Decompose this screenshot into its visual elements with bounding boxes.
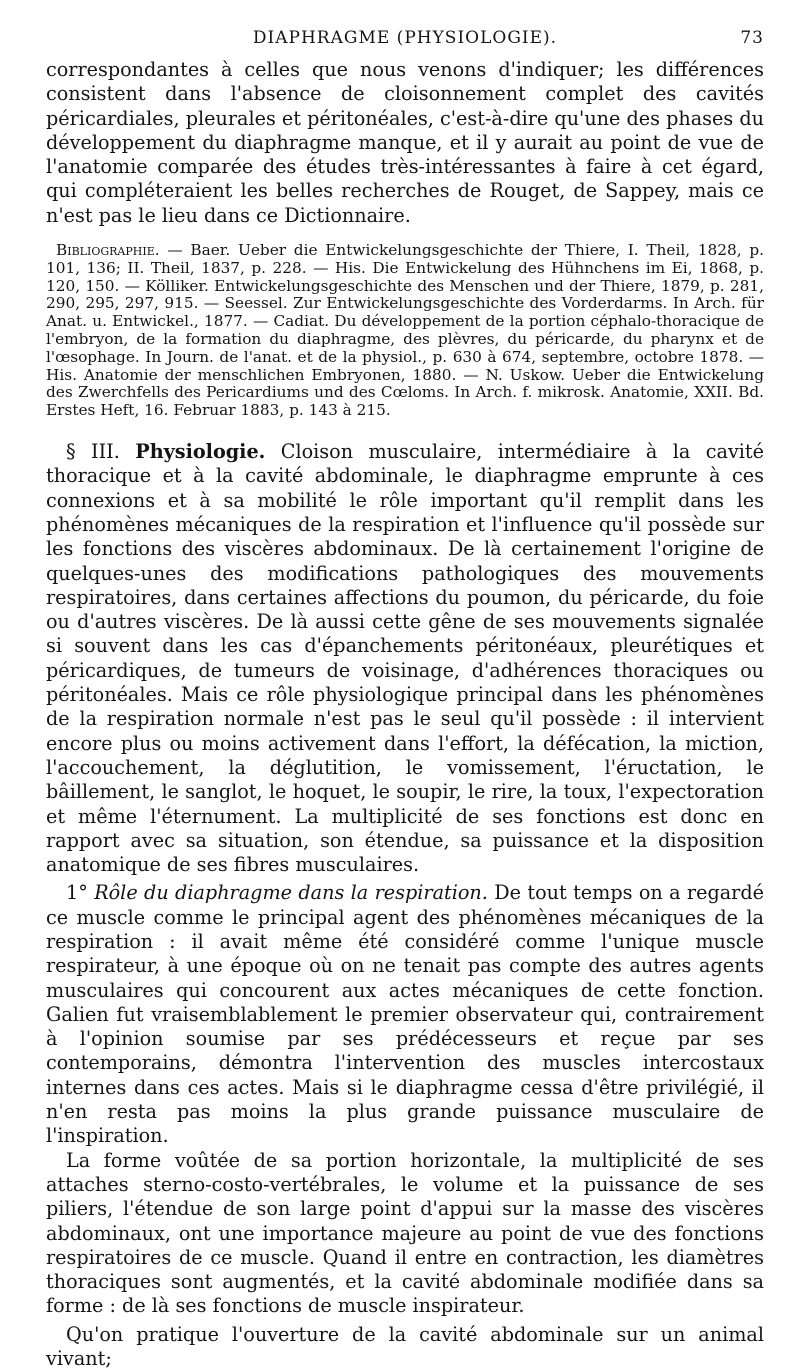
- subsection-number: 1°: [66, 881, 88, 905]
- bibliography-label: Bibliographie.: [56, 241, 160, 260]
- paragraph-forme-voutee: La forme voûtée de sa portion horizontale, la multiplicité de ses attaches sterno-costo-vertébrales, le volume et la puissance de ses piliers, l'étendue de son large point d'appui sur la masse des viscères abdominaux, ont une importance majeure au point de vue des fonctions respiratoires de ce muscle. Quand il entre en contraction, les diamètres thoraciques sont augmentés, et la cavité abdominale modifiée dans sa forme : de là ses fonctions de muscle inspirateur.: [46, 1148, 764, 1318]
- subsection-heading: Rôle du diaphragme dans la respiration.: [94, 881, 488, 905]
- paragraph-final: Qu'on pratique l'ouverture de la cavité abdominale sur un animal vivant;: [46, 1322, 764, 1371]
- bibliography-paragraph: [46, 242, 764, 420]
- section-number: § III.: [66, 440, 120, 464]
- section-physiologie: [46, 440, 764, 877]
- bibliography-text: — Baer. Ueber die Entwickelungsgeschichte der Thiere, I. Theil, 1828, p. 101, 136; II. Theil, 1837, p. 228. — His. Die Entwickelung des Hühnchens im Ei, 1868, p. 120, 150. — Kölliker. Entwickelungsgeschichte des Menschen und der Thiere, 1879, p. 281, 290, 295, 297, 915. — Seessel. Zur Entwickelungsgeschichte des Vorderdarms. In Arch. für Anat. u. Entwickel., 1877. — Cadiat. Du développement de la portion céphalo-thoracique de l'embryon, de la formation du diaphragme, des plèvres, du péricarde, du pharynx et de l'œsophage. In Journ. de l'anat. et de la physiol., p. 630 à 674, septembre, octobre 1878. — His. Anatomie der menschlichen Embryonen, 1880. — N. Uskow. Ueber die Entwickelung des Zwerchfells des Pericardiums und des Cœloms. In Arch. f. mikrosk. Anatomie, XXII. Bd. Erstes Heft, 16. Februar 1883, p. 143 à 215.: [46, 241, 764, 420]
- section-text: Cloison musculaire, intermédiaire à la cavité thoracique et à la cavité abdominale, le diaphragme emprunte à ces connexions et à sa mobilité le rôle important qu'il remplit dans les phénomènes mécaniques de la respiration et l'influence qu'il possède sur les fonctions des viscères abdominaux. De là certainement l'origine de quelques-unes des modifications pathologiques des mouvements respiratoires, dans certaines affections du poumon, du péricarde, du foie ou d'autres viscères. De là aussi cette gêne de ses mouvements signalée si souvent dans les cas d'épanchements péritonéaux, pleurétiques et péricardiques, de tumeurs de voisinage, d'adhérences thoraciques ou péritonéales. Mais ce rôle physiologique principal dans les phénomènes de la respiration normale n'est pas le seul qu'il possède : il intervient encore plus ou moins activement dans l'effort, la défécation, la miction, l'accouchement, la déglutition, le vomissement, l'éructation, le bâillement, le sanglot, le hoquet, le soupir, le rire, la toux, l'expectoration et même l'éternument. La multiplicité de ses fonctions est donc en rapport avec sa situation, son étendue, sa puissance et la disposition anatomique de ses fibres musculaires.: [46, 440, 764, 877]
- subsection-text: De tout temps on a regardé ce muscle comme le principal agent des phénomènes mécaniques de la respiration : il avait même été considéré comme l'unique muscle respirateur, à une époque où on ne tenait pas compte des autres agents musculaires qui concourent aux actes mécaniques de cette fonction. Galien fut vraisemblablement le premier observateur qui, contrairement à l'opinion soumise par ses prédécesseurs et reçue par ses contemporains, démontra l'intervention des muscles intercostaux internes dans ces actes. Mais si le diaphragme cessa d'être privilégié, il n'en resta pas moins la plus grande puissance musculaire de l'inspiration.: [46, 881, 764, 1148]
- section-heading: Physiologie.: [135, 440, 266, 464]
- page-number: 73: [740, 28, 764, 48]
- intro-paragraph: correspondantes à celles que nous venons d'indiquer; les différences consistent dans l'absence de cloisonnement complet des cavités péricardiales, pleurales et péritonéales, c'est-à-dire qu'une des phases du développement du diaphragme manque, et il y aurait au point de vue de l'anatomie comparée des études très-intéressantes à faire à cet égard, qui compléteraient les belles recherches de Rouget, de Sappey, mais ce n'est pas le lieu dans ce Dictionnaire.: [46, 58, 764, 227]
- running-header: [46, 28, 764, 58]
- subsection-respiration: [46, 881, 764, 1148]
- running-title: DIAPHRAGME (PHYSIOLOGIE).: [252, 28, 558, 48]
